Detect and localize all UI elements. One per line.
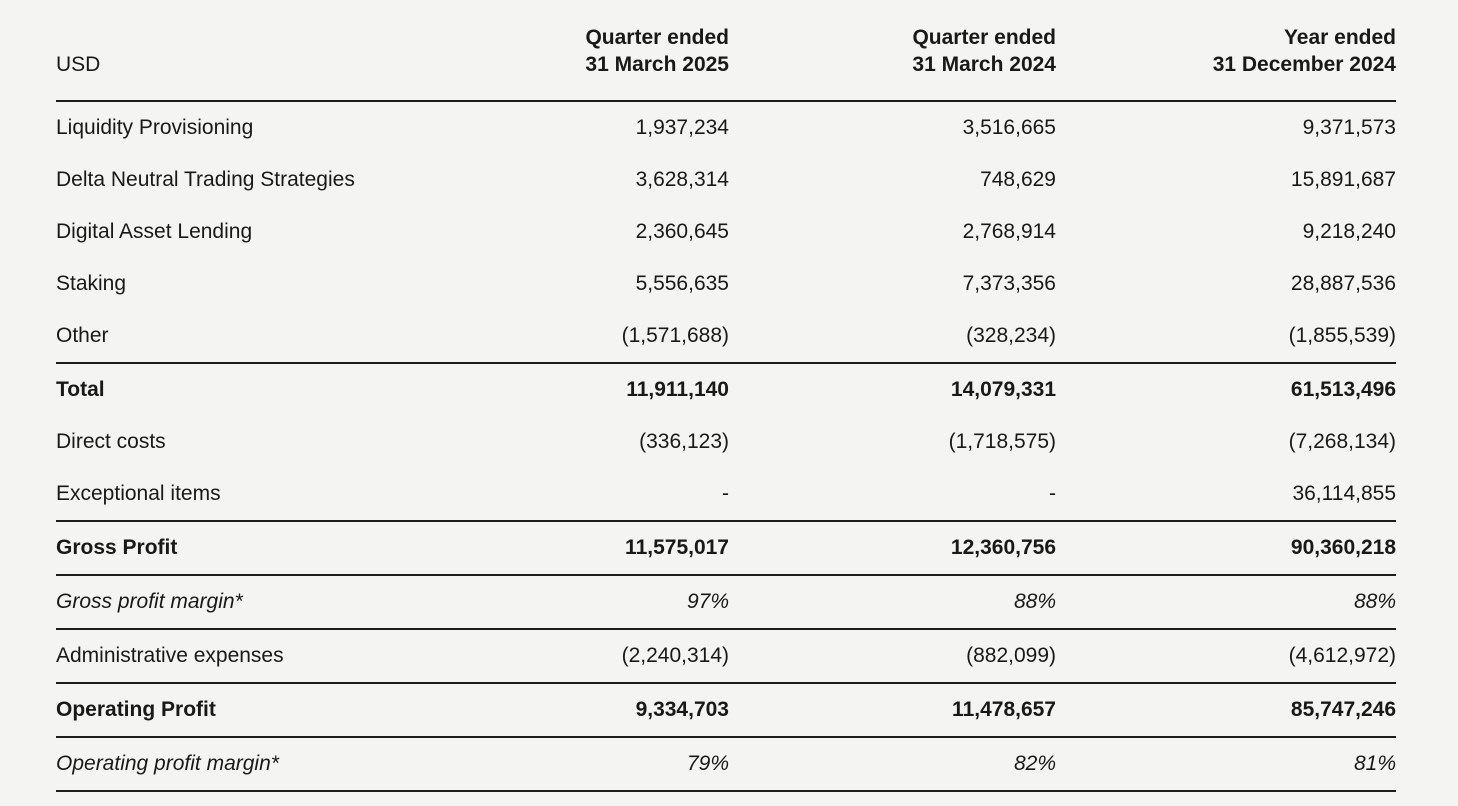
financial-results-table <box>56 18 1396 792</box>
row-label: Total <box>56 378 105 401</box>
table-row <box>56 575 1396 629</box>
row-value: 11,911,140 <box>626 378 729 401</box>
column-header-line2: 31 December 2024 <box>1212 53 1396 76</box>
row-value: 9,218,240 <box>1302 220 1396 243</box>
row-value: (882,099) <box>729 629 1056 683</box>
row-value: 28,887,536 <box>1290 272 1396 295</box>
row-value: - <box>436 468 729 521</box>
table-header <box>56 18 1396 101</box>
row-value: 88% <box>1056 575 1396 629</box>
row-label: Liquidity Provisioning <box>56 116 254 139</box>
table-row <box>56 629 1396 683</box>
row-label: Administrative expenses <box>56 629 436 683</box>
row-label: Operating profit margin* <box>56 737 436 791</box>
row-value: (4,612,972) <box>1056 629 1396 683</box>
row-value: 11,478,657 <box>729 683 1056 737</box>
row-value: (2,240,314) <box>436 629 729 683</box>
row-value: 9,334,703 <box>436 683 729 737</box>
row-value: 79% <box>436 737 729 791</box>
row-value: 85,747,246 <box>1056 683 1396 737</box>
row-value: 61,513,496 <box>1290 378 1396 401</box>
row-value: 5,556,635 <box>635 272 729 295</box>
table-row <box>56 737 1396 791</box>
column-header-quarter-2024 <box>729 18 1056 101</box>
row-value: 97% <box>436 575 729 629</box>
row-value: 3,628,314 <box>635 168 729 191</box>
row-label: Gross Profit <box>56 521 436 575</box>
table-row <box>56 683 1396 737</box>
column-header-quarter-2025 <box>436 18 729 101</box>
row-value: 7,373,356 <box>962 272 1056 295</box>
row-value: 36,114,855 <box>1056 468 1396 521</box>
header-row <box>56 18 1396 101</box>
row-value: 11,575,017 <box>436 521 729 575</box>
row-value: 81% <box>1056 737 1396 791</box>
row-value: 15,891,687 <box>1290 168 1396 191</box>
row-label: Other <box>56 310 436 363</box>
table-row <box>56 206 1396 258</box>
table-body <box>56 101 1396 791</box>
table-row <box>56 416 1396 468</box>
row-value: (7,268,134) <box>1288 430 1396 453</box>
column-header-line1: Quarter ended <box>585 26 729 49</box>
column-header-line2: 31 March 2025 <box>585 53 729 76</box>
row-value: 88% <box>729 575 1056 629</box>
table-row <box>56 468 1396 521</box>
column-header-line1: Quarter ended <box>912 26 1056 49</box>
column-header-line2: 31 March 2024 <box>912 53 1056 76</box>
row-value: 82% <box>729 737 1056 791</box>
row-value: (1,718,575) <box>948 430 1056 453</box>
row-value: 12,360,756 <box>729 521 1056 575</box>
table-row <box>56 258 1396 310</box>
row-value: 9,371,573 <box>1302 116 1396 139</box>
table-row <box>56 101 1396 154</box>
table-row <box>56 310 1396 363</box>
column-header-year-2024 <box>1056 18 1396 101</box>
row-label: Digital Asset Lending <box>56 220 253 243</box>
row-value: (328,234) <box>729 310 1056 363</box>
currency-label: USD <box>56 18 436 101</box>
row-label: Staking <box>56 272 127 295</box>
row-value: 3,516,665 <box>962 116 1056 139</box>
table-row <box>56 521 1396 575</box>
row-value: 90,360,218 <box>1056 521 1396 575</box>
row-value: (1,571,688) <box>436 310 729 363</box>
row-value: 2,768,914 <box>962 220 1056 243</box>
row-value: - <box>729 468 1056 521</box>
row-label: Delta Neutral Trading Strategies <box>56 168 355 191</box>
row-value: 2,360,645 <box>635 220 729 243</box>
row-value: (336,123) <box>639 430 729 453</box>
row-label: Exceptional items <box>56 468 436 521</box>
row-value: 748,629 <box>980 168 1056 191</box>
table-row <box>56 154 1396 206</box>
row-value: (1,855,539) <box>1056 310 1396 363</box>
column-header-line1: Year ended <box>1283 26 1396 49</box>
row-label: Direct costs <box>56 430 166 453</box>
row-label: Operating Profit <box>56 683 436 737</box>
row-label: Gross profit margin* <box>56 575 436 629</box>
row-value: 14,079,331 <box>950 378 1056 401</box>
row-value: 1,937,234 <box>635 116 729 139</box>
table-row <box>56 363 1396 416</box>
